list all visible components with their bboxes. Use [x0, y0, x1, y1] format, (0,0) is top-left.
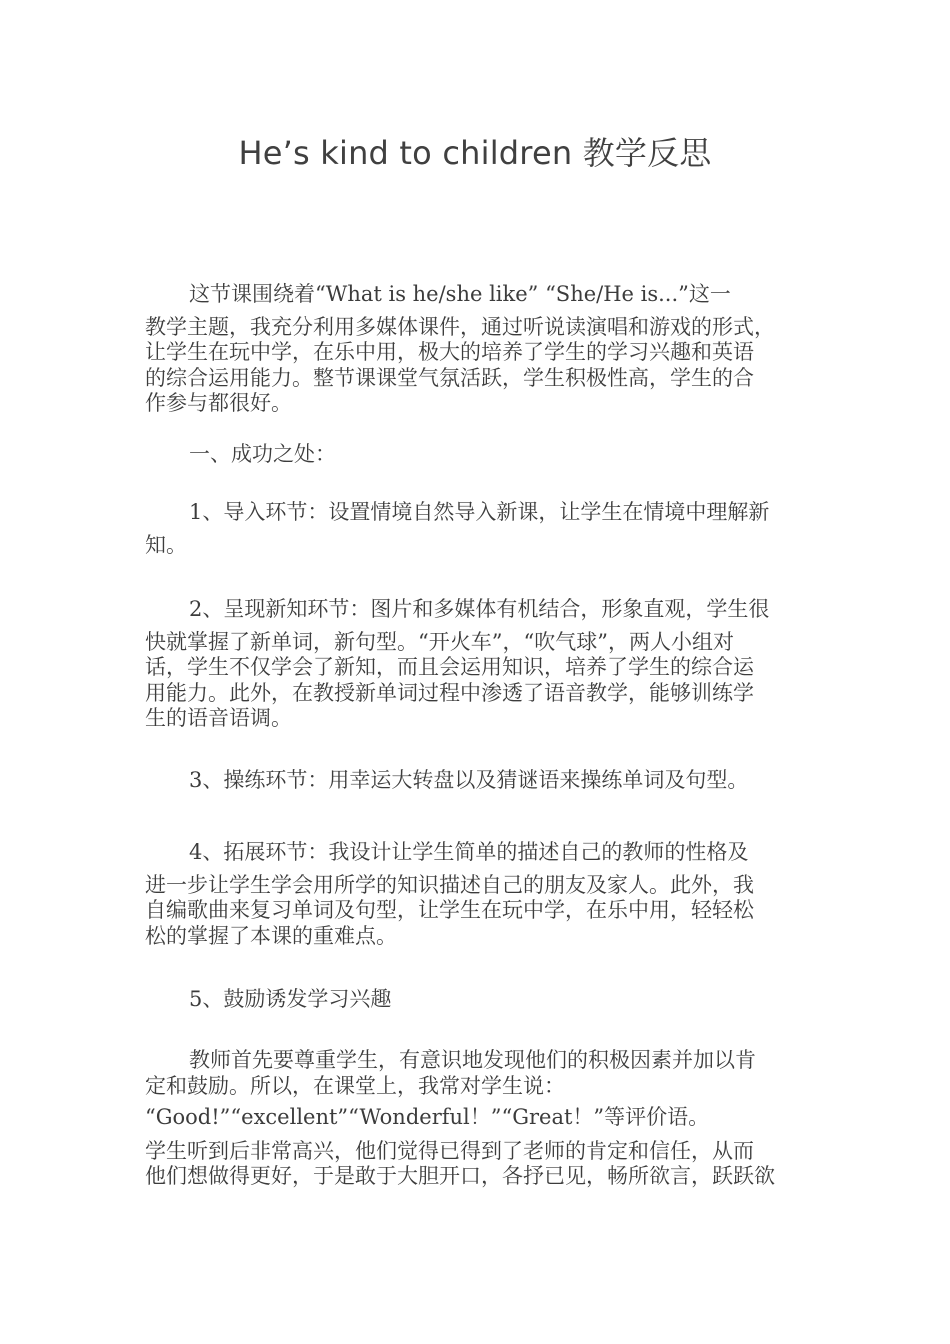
paragraph-line: 的综合运用能力。整节课课堂气氛活跃，学生积极性高，学生的合: [145, 365, 754, 390]
paragraph-line: 教学主题，我充分利用多媒体课件，通过听说读演唱和游戏的形式，: [145, 314, 775, 339]
paragraph-item-1: [145, 500, 813, 558]
paragraph-line: 2、呈现新知环节：图片和多媒体有机结合，形象直观，学生很: [189, 597, 770, 621]
paragraph-line: 定和鼓励。所以，在课堂上，我常对学生说：: [145, 1073, 565, 1098]
paragraph-line: 自编歌曲来复习单词及句型，让学生在玩中学，在乐中用，轻轻松: [145, 898, 754, 922]
paragraph-line: 教师首先要尊重学生，有意识地发现他们的积极因素并加以肯: [189, 1048, 756, 1072]
paragraph-item-5: [145, 987, 813, 1013]
paragraph-encourage: [145, 1048, 813, 1190]
paragraph-line: 这节课围绕着“What is he/she like” “She/He is...”这一: [189, 282, 731, 306]
paragraph-line: 学生听到后非常高兴，他们觉得已得到了老师的肯定和信任，从而: [145, 1138, 754, 1163]
paragraph-line: 用能力。此外，在教授新单词过程中渗透了语音教学，能够训练学: [145, 680, 754, 705]
paragraph-item-3: [145, 768, 813, 794]
paragraph-line: 作参与都很好。: [145, 391, 292, 415]
paragraph-line: 让学生在玩中学，在乐中用，极大的培养了学生的学习兴趣和英语: [145, 340, 754, 364]
paragraph-line: 进一步让学生学会用所学的知识描述自己的朋友及家人。此外，我: [145, 872, 754, 897]
paragraph-line: 知。: [145, 532, 187, 557]
paragraph-line: 1、导入环节：设置情境自然导入新课，让学生在情境中理解新: [189, 500, 770, 524]
paragraph-item-2: [145, 597, 813, 732]
paragraph-line: “Good!”“excellent”“Wonderful！”“Great！”等评价语。: [145, 1105, 710, 1129]
paragraph-line: 快就掌握了新单词，新句型。“开火车”，“吹气球”，两人小组对: [145, 629, 734, 654]
section-heading-text: 一、成功之处：: [189, 442, 336, 466]
paragraph-line: 3、操练环节：用幸运大转盘以及猜谜语来操练单词及句型。: [189, 768, 749, 792]
paragraph-line: 松的掌握了本课的重难点。: [145, 923, 397, 948]
paragraph-item-4: [145, 840, 813, 949]
document-title: He’s kind to children 教学反思: [238, 134, 712, 172]
paragraph-line: 他们想做得更好，于是敢于大胆开口，各抒已见，畅所欲言，跃跃欲: [145, 1164, 775, 1188]
section-heading-success: [145, 442, 813, 468]
paragraph-intro: [145, 282, 813, 417]
paragraph-line: 生的语音语调。: [145, 706, 292, 730]
paragraph-line: 4、拓展环节：我设计让学生简单的描述自己的教师的性格及: [189, 840, 749, 864]
paragraph-line: 5、鼓励诱发学习兴趣: [189, 987, 392, 1011]
paragraph-line: 话，学生不仅学会了新知，而且会运用知识，培养了学生的综合运: [145, 655, 754, 679]
